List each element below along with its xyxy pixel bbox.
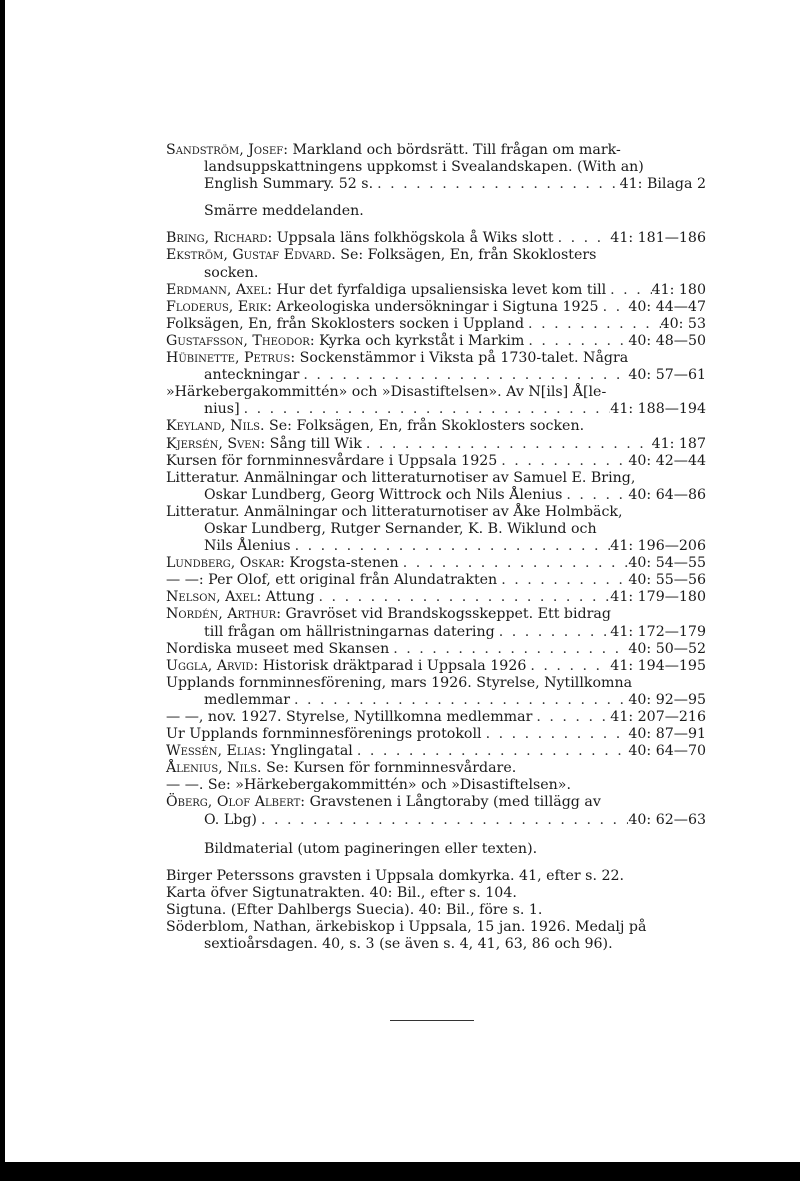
entry-line [166,726,706,743]
leader-dots [373,176,620,193]
entry-reference: 40: 64—70 [628,743,706,760]
entry-line [166,777,706,794]
leader-dots [606,282,651,299]
leader-dots [299,367,628,384]
entry-author: Ekström, Gustaf Edvard [166,247,332,264]
scan-border-bottom [0,1162,800,1181]
index-entries-list [166,230,706,828]
entry-text: English Summary. 52 s. [204,176,374,193]
entry-text: : Uppsala läns folkhögskola å Wiks slott [267,230,554,247]
index-entry [166,384,706,418]
index-entry [166,743,706,760]
entry-reference: 40: 87—91 [628,726,706,743]
entry-line [166,247,706,264]
index-entry [166,606,706,640]
index-entry [166,726,706,743]
entry-author: Lundberg, Oskar [166,555,281,572]
index-entry [166,247,706,281]
scan-border-left [0,0,5,1181]
entry-line [166,333,706,350]
entry-line [166,658,706,675]
index-entry [166,658,706,675]
index-entry [166,760,706,777]
entry-reference: 40: 42—44 [628,452,706,469]
leader-dots [562,487,628,504]
entry-text: Nils Ålenius [204,538,291,555]
entry-author: Nordén, Arthur [166,606,277,623]
index-entry [166,418,706,435]
entry-line [166,624,706,641]
entry-text: : Gravstenen i Långtoraby (med tillägg av [300,794,601,811]
leader-dots [532,709,610,726]
closing-rule [390,1020,474,1021]
entry-reference: 41: 181—186 [610,230,706,247]
entry-text: : Krogsta-stenen [280,555,399,572]
entry-text: Sigtuna. (Efter Dahlbergs Suecia). 40: Bil., före s. 1. [166,901,543,918]
entry-reference: 40: 54—55 [628,555,706,572]
index-entry [166,504,706,555]
index-entry [166,794,706,828]
entry-author: Floderus, Erik [166,298,268,315]
entry-reference: 41: Bilaga 2 [619,176,706,193]
entry-text: Folksägen, En, från Skoklosters socken i Uppland [166,315,525,332]
entry-line [166,418,706,435]
entry-line [166,230,706,247]
leader-dots [495,624,611,641]
index-entry [166,282,706,299]
entry-line [166,504,706,521]
entry-reference: 40: 55—56 [628,572,706,589]
entry-line [166,538,706,555]
leader-dots [362,436,652,453]
leader-dots [497,572,628,589]
entry-text: Kursen för fornminnesvårdare i Uppsala 1925 [166,452,498,469]
entry-text: Nordiska museet med Skansen [166,640,390,657]
entry-line [166,589,706,606]
entry-reference: 41: 194—195 [610,657,706,674]
leader-dots [353,743,629,760]
picture-entry [166,919,706,953]
index-entry [166,589,706,606]
entry-author: Uggla, Arvid [166,657,254,674]
entry-text: Birger Peterssons gravsten i Uppsala domkyrka. 41, efter s. 22. [166,867,625,884]
entry-author: Erdmann, Axel [166,281,268,298]
leader-dots [240,401,611,418]
entry-line [166,709,706,726]
leader-dots [497,453,628,470]
entry-author: Sandström, Josef [166,142,284,158]
entry-text: — —. Se: »Härkebergakommittén» och »Disastiftelsen». [166,777,571,794]
entry-text: . Se: Folksägen, En, från Skoklosters socken. [260,418,585,435]
index-entry [166,333,706,350]
leader-dots [554,230,611,247]
entry-line [166,606,706,623]
index-entry [166,641,706,658]
entry-continuation: socken. [204,264,259,281]
entry-reference: 41: 207—216 [610,709,706,725]
entry-text: : Hur det fyrfaldiga upsaliensiska levet kom till [267,281,607,298]
entry-text: Söderblom, Nathan, ärkebiskop i Uppsala, 15 jan. 1926. Medalj på [166,919,647,936]
picture-entry [166,902,706,919]
leader-dots [257,812,628,829]
entry-author: Öberg, Olof Albert [166,794,301,811]
picture-entries-list [166,868,706,953]
entry-reference: 40: 50—52 [628,640,706,657]
index-entry [166,230,706,247]
entry-reference: 40: 44—47 [628,298,706,315]
entry-line [166,470,706,487]
entry-author: Wessén, Elias [166,743,262,760]
picture-entry [166,885,706,902]
entry-text: Upplands fornminnesförening, mars 1926. Styrelse, Nytillkomna [166,674,633,691]
leader-dots [315,589,611,606]
entry-text: : Attung [256,589,315,606]
entry-reference: 40: 53 [660,315,706,332]
entry-reference: 40: 64—86 [628,486,706,503]
entry-line [166,692,706,709]
entry-line [166,401,706,418]
entry-author: Nelson, Axel [166,589,257,606]
leader-dots [389,641,628,658]
entry-text: O. Lbg) [204,811,257,828]
entry-reference: 40: 48—50 [628,332,706,349]
entry-line [166,794,706,811]
leader-dots [524,316,661,333]
index-entry [166,436,706,453]
entry-text: : Ynglingatal [261,743,353,760]
leader-dots [290,692,628,709]
index-content [166,142,706,953]
entry-author: Gustafsson, Theodor [166,332,310,349]
entry-line [166,350,706,367]
entry-author: Keyland, Nils [166,418,261,435]
entry-line [166,316,706,333]
entry-line [166,675,706,692]
entry-author: Ålenius, Nils [166,760,258,777]
entry-reference: 41: 172—179 [610,623,706,640]
entry-text: Litteratur. Anmälningar och litteraturnotiser av Åke Holmbäck, [166,503,623,520]
entry-line [166,487,706,504]
entry-reference: 41: 179—180 [610,589,706,606]
entry-reference: 40: 62—63 [628,811,706,828]
entry-text: : Gravröset vid Brandskogsskeppet. Ett bidrag [276,606,611,623]
entry-text: : Sång till Wik [260,435,362,452]
entry-line [166,282,706,299]
entry-text: Karta öfver Sigtunatrakten. 40: Bil., efter s. 104. [166,884,517,901]
entry-text: : Sockenstämmor i Viksta på 1730-talet. Några [290,350,629,367]
index-entry [166,572,706,589]
entry-line [166,384,706,401]
entry-text: Litteratur. Anmälningar och litteraturnotiser av Samuel E. Bring, [166,469,636,486]
entry-reference: 40: 57—61 [628,367,706,384]
index-entry [166,470,706,504]
leader-dots [291,538,611,555]
entry-continuation: Oskar Lundberg, Rutger Sernander, K. B. Wiklund och [204,520,597,537]
index-entry [166,350,706,384]
entry-reference: 41: 187 [651,435,706,452]
entry-continuation: sextioårsdagen. 40, s. 3 (se även s. 4, 41, 63, 86 och 96). [204,936,613,953]
entry-text: : Markland och bördsrätt. Till frågan om mark- [283,142,621,158]
entry-text: . Se: Folksägen, En, från Skoklosters [331,247,597,264]
entry-text: till frågan om hällristningarnas datering [204,623,495,640]
entry-text: : Arkeologiska undersökningar i Sigtuna 1925 [267,298,599,315]
entry-text: nius] [204,401,240,418]
entry-line [166,641,706,658]
entry-line [166,299,706,316]
entry-text: medlemmar [204,691,291,708]
entry-text: »Härkebergakommittén» och »Disastiftelsen». Av N[ils] Å[le- [166,384,607,401]
entry-text: : Historisk dräktparad i Uppsala 1926 [253,657,527,674]
entry-text: anteckningar [204,367,300,384]
entry-author: Hübinette, Petrus [166,350,291,367]
entry-text: Oskar Lundberg, Georg Wittrock och Nils Ålenius [204,486,563,503]
entry-reference: 41: 196—206 [610,538,706,555]
index-entry [166,453,706,470]
index-entry [166,555,706,572]
entry-text: — —: Per Olof, ett original från Alundatrakten [166,572,498,589]
entry-line [166,760,706,777]
leader-dots [482,726,629,743]
entry-continuation: landsuppskattningens uppkomst i Svealandskapen. (With an) [204,159,644,176]
entry-reference: 41: 188—194 [610,401,706,418]
entry-text: — —, nov. 1927. Styrelse, Nytillkomna medlemmar [166,709,533,725]
index-entry-sandstrom [166,142,706,193]
entry-reference: 41: 180 [651,281,706,298]
section-heading-bildmaterial: Bildmaterial (utom pagineringen eller texten). [204,840,538,857]
section-heading-smarre: Smärre meddelanden. [204,203,364,220]
entry-text: Ur Upplands fornminnesförenings protokoll [166,726,482,743]
entry-author: Kjersén, Sven [166,435,261,452]
entry-line [166,555,706,572]
entry-line [166,812,706,829]
entry-line [166,572,706,589]
entry-text: . Se: Kursen för fornminnesvårdare. [257,760,517,777]
entry-line [166,743,706,760]
leader-dots [524,333,628,350]
picture-entry [166,868,706,885]
leader-dots [399,555,629,572]
leader-dots [526,658,610,675]
entry-line [166,453,706,470]
index-entry [166,709,706,726]
entry-author: Bring, Richard [166,230,268,247]
index-entry [166,316,706,333]
index-entry [166,299,706,316]
entry-line [166,436,706,453]
index-entry [166,777,706,794]
entry-line [166,367,706,384]
entry-text: : Kyrka och kyrkståt i Markim [309,332,525,349]
entry-reference: 40: 92—95 [628,691,706,708]
leader-dots [599,299,629,316]
index-entry [166,675,706,709]
